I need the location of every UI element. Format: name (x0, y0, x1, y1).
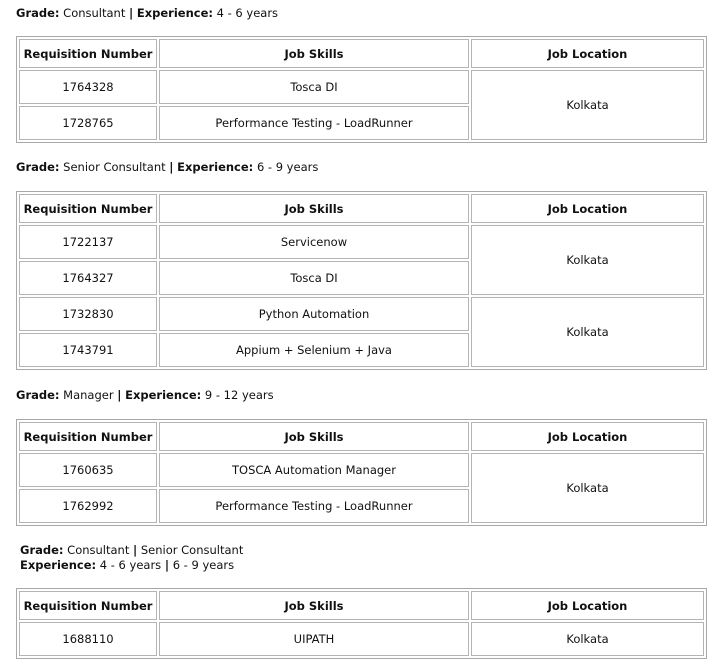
header-job-location: Job Location (471, 422, 704, 451)
requisition-table-1 (16, 36, 707, 143)
header-job-skills: Job Skills (159, 591, 469, 620)
grade-value: Consultant (63, 6, 126, 20)
table-header-row (19, 194, 704, 223)
table-row (19, 297, 704, 331)
header-job-skills: Job Skills (159, 39, 469, 68)
experience-label: Experience: (20, 558, 97, 572)
job-skill: Performance Testing - LoadRunner (159, 106, 469, 140)
experience-value: 9 - 12 years (204, 388, 274, 402)
table-row (19, 70, 704, 104)
grade-line-1 (16, 6, 278, 21)
job-location: Kolkata (471, 453, 704, 523)
job-skill: TOSCA Automation Manager (159, 453, 469, 487)
job-skill: UIPATH (159, 622, 469, 656)
separator: | (129, 6, 134, 20)
separator: | (164, 558, 170, 572)
experience-label: Experience: (125, 388, 202, 402)
grade-value: Consultant (67, 543, 130, 557)
experience-value: 4 - 6 years (99, 558, 162, 572)
experience-label: Experience: (136, 6, 213, 20)
grade-label: Grade: (16, 6, 60, 20)
separator: | (133, 543, 138, 557)
job-skill: Tosca DI (159, 261, 469, 295)
requisition-number: 1688110 (19, 622, 157, 656)
job-skill: Servicenow (159, 225, 469, 259)
header-requisition-number: Requisition Number (19, 39, 157, 68)
grade-label: Grade: (16, 388, 60, 402)
header-job-location: Job Location (471, 39, 704, 68)
header-job-skills: Job Skills (159, 194, 469, 223)
job-skill: Tosca DI (159, 70, 469, 104)
grade-line-2 (16, 160, 318, 175)
header-requisition-number: Requisition Number (19, 194, 157, 223)
grade-line-4 (20, 543, 243, 558)
table-row (19, 225, 704, 259)
requisition-number: 1764327 (19, 261, 157, 295)
requisition-number: 1722137 (19, 225, 157, 259)
separator: | (169, 160, 174, 174)
header-requisition-number: Requisition Number (19, 422, 157, 451)
experience-value: 6 - 9 years (256, 160, 319, 174)
grade-label: Grade: (20, 543, 64, 557)
header-job-location: Job Location (471, 194, 704, 223)
experience-value: 4 - 6 years (216, 6, 279, 20)
table-row (19, 453, 704, 487)
job-skill: Performance Testing - LoadRunner (159, 489, 469, 523)
table-header-row (19, 39, 704, 68)
experience-line-4 (20, 558, 234, 573)
header-job-location: Job Location (471, 591, 704, 620)
requisition-table-2 (16, 191, 707, 370)
grade-line-3 (16, 388, 274, 403)
job-skill: Appium + Selenium + Java (159, 333, 469, 367)
requisition-number: 1732830 (19, 297, 157, 331)
job-location: Kolkata (471, 297, 704, 367)
requisition-table-4 (16, 588, 707, 659)
header-requisition-number: Requisition Number (19, 591, 157, 620)
requisition-number: 1743791 (19, 333, 157, 367)
requisition-number: 1764328 (19, 70, 157, 104)
requisition-table-3 (16, 419, 707, 526)
header-job-skills: Job Skills (159, 422, 469, 451)
separator: | (117, 388, 122, 402)
grade-value: Senior Consultant (63, 160, 166, 174)
experience-value-2: 6 - 9 years (172, 558, 235, 572)
grade-label: Grade: (16, 160, 60, 174)
table-header-row (19, 422, 704, 451)
job-location: Kolkata (471, 70, 704, 140)
job-location: Kolkata (471, 622, 704, 656)
job-skill: Python Automation (159, 297, 469, 331)
experience-label: Experience: (177, 160, 254, 174)
table-row (19, 622, 704, 656)
requisition-number: 1728765 (19, 106, 157, 140)
grade-value: Manager (63, 388, 114, 402)
requisition-number: 1760635 (19, 453, 157, 487)
requisition-number: 1762992 (19, 489, 157, 523)
table-header-row (19, 591, 704, 620)
job-location: Kolkata (471, 225, 704, 295)
grade-value-2: Senior Consultant (140, 543, 244, 557)
